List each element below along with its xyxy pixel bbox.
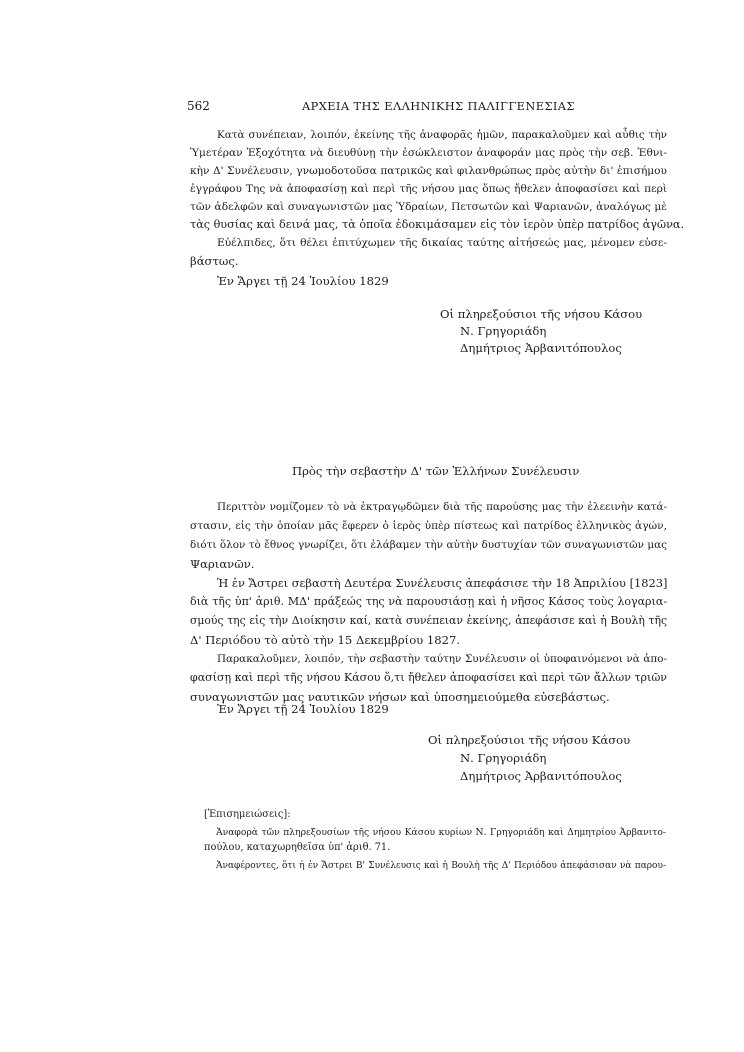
paragraph-line: στασιν, εἰς τὴν ὁποίαν μᾶς ἔφερεν ὁ ἱερὸς ὑπὲρ πίστεως καὶ πατρίδος ἑλληνικὸς ἀγών, [190,520,667,532]
paragraph-line: διότι ὅλον τὸ ἔθνος γνωρίζει, ὅτι ἐλάβαμεν τὴν αὐτὴν δυστυχίαν τῶν συναγωνιστῶν μας [190,539,667,551]
running-title: ΑΡΧΕΙΑ ΤΗΣ ΕΛΛΗΝΙΚΗΣ ΠΑΛΙΓΓΕΝΕΣΙΑΣ [302,99,575,113]
note-line: πούλου, καταχωρηθεῖσα ὑπ' ἀριθ. 71. [204,842,391,853]
note-line: Ἀναφέροντες, ὅτι ἡ ἐν Ἄστρει Β' Συνέλευσις καὶ ἡ Βουλὴ τῆς Δ' Περιόδου ἀπεφάσισαν νὰ παρου- [216,861,666,871]
paragraph-line: συναγωνιστῶν μας ναυτικῶν νήσων καὶ ὑποσημειούμεθα εὐσεβάστως. [190,690,610,704]
signature-line: Δημήτριος Ἀρβανιτόπουλος [460,341,622,355]
signature-line: Οἱ πληρεξούσιοι τῆς νήσου Κάσου [440,307,643,321]
paragraph-line: φασίσῃ καὶ περὶ τῆς νήσου Κάσου ὅ,τι ἤθελεν ἀποφασίσει καὶ περὶ τῶν ἄλλων τριῶν [190,671,667,684]
paragraph-line: βάστως. [190,254,239,268]
paragraph-line: Παρακαλοῦμεν, λοιπόν, τὴν σεβαστὴν ταύτην Συνέλευσιν οἱ ὑποφαινόμενοι νὰ ἀπο- [217,653,667,665]
paragraph-line: Περιττὸν νομίζομεν τὸ νὰ ἐκτραγῳδῶμεν διὰ τῆς παρούσης μας τὴν ἐλεεινὴν κατά- [217,501,667,513]
paragraph-line: ἐγγράφου Της νὰ ἀποφασίσῃ καὶ περὶ τῆς νήσου μας ὅπως ἤθελεν ἀποφασίσει καὶ περὶ [190,183,667,195]
paragraph-line: κὴν Δ' Συνέλευσιν, γνωμοδοτοῦσα πατρικῶς καὶ φιλανθρώπως πρὸς αὐτὴν δι' ἐπισήμου [190,165,667,177]
paragraph-line: τὰς θυσίας καὶ δεινά μας, τὰ ὁποῖα ἐδοκιμάσαμεν εἰς τὸν ἱερὸν ὑπὲρ πατρίδος ἀγῶνα. [190,218,684,231]
paragraph-line: Ἡ ἐν Ἄστρει σεβαστὴ Δευτέρα Συνέλευσις ἀπεφάσισε τὴν 18 Ἀπριλίου [1823] [217,576,668,590]
signature-line: Ν. Γρηγοριάδη [460,324,547,338]
signature-line: Οἱ πληρεξούσιοι τῆς νήσου Κάσου [428,733,631,747]
paragraph-line: διὰ τῆς ὑπ' ἀριθ. ΜΔ' πράξεώς της νὰ παρουσιάσῃ καὶ ἡ νῆσος Κάσος τοὺς λογαρια- [190,595,667,608]
paragraph-line: Εὐέλπιδες, ὅτι θέλει ἐπιτύχωμεν τῆς δικαίας ταύτης αἰτήσεώς μας, μένομεν εὐσε- [217,237,667,249]
paragraph-line: Ψαριανῶν. [190,557,255,571]
signature-line: Δημήτριος Ἀρβανιτόπουλος [460,769,622,783]
letter-date: Ἐν Ἄργει τῇ 24 Ἰουλίου 1829 [217,702,389,716]
letter-date: Ἐν Ἄργει τῇ 24 Ἰουλίου 1829 [217,274,389,288]
signature-line: Ν. Γρηγοριάδη [460,751,547,765]
note-line: Ἀναφορὰ τῶν πληρεξουσίων τῆς νήσου Κάσου κυρίων Ν. Γρηγοριάδη καὶ Δημητρίου Ἀρβανιτο- [216,827,666,838]
paragraph-line: τῶν ἀδελφῶν καὶ συναγωνιστῶν μας Ὑδραίων, Πετσωτῶν καὶ Ψαριανῶν, ἀναλόγως μὲ [190,201,667,213]
paragraph-line: Κατὰ συνέπειαν, λοιπόν, ἐκείνης τῆς ἀναφορᾶς ἡμῶν, παρακαλοῦμεν καὶ αὖθις τὴν [217,129,667,141]
paragraph-line: Ὑμετέραν Ἐξοχότητα νὰ διευθύνῃ τὴν ἐσώκλειστον ἀναφοράν μας πρὸς τὴν σεβ. Ἐθνι- [190,147,667,159]
notes-heading: [Ἐπισημειώσεις]: [204,809,291,820]
paragraph-line: σμούς της εἰς τὴν Διοίκησιν καί, κατὰ συνέπειαν ἐκείνης, ἀπεφάσισε καὶ ἡ Βουλὴ τῆς [190,614,667,627]
letter-heading: Πρὸς τὴν σεβαστὴν Δ' τῶν Ἑλλήνων Συνέλευσιν [292,464,580,478]
page-number: 562 [187,99,210,113]
paragraph-line: Δ' Περιόδου τὸ αὐτὸ τὴν 15 Δεκεμβρίου 1827. [190,633,461,647]
